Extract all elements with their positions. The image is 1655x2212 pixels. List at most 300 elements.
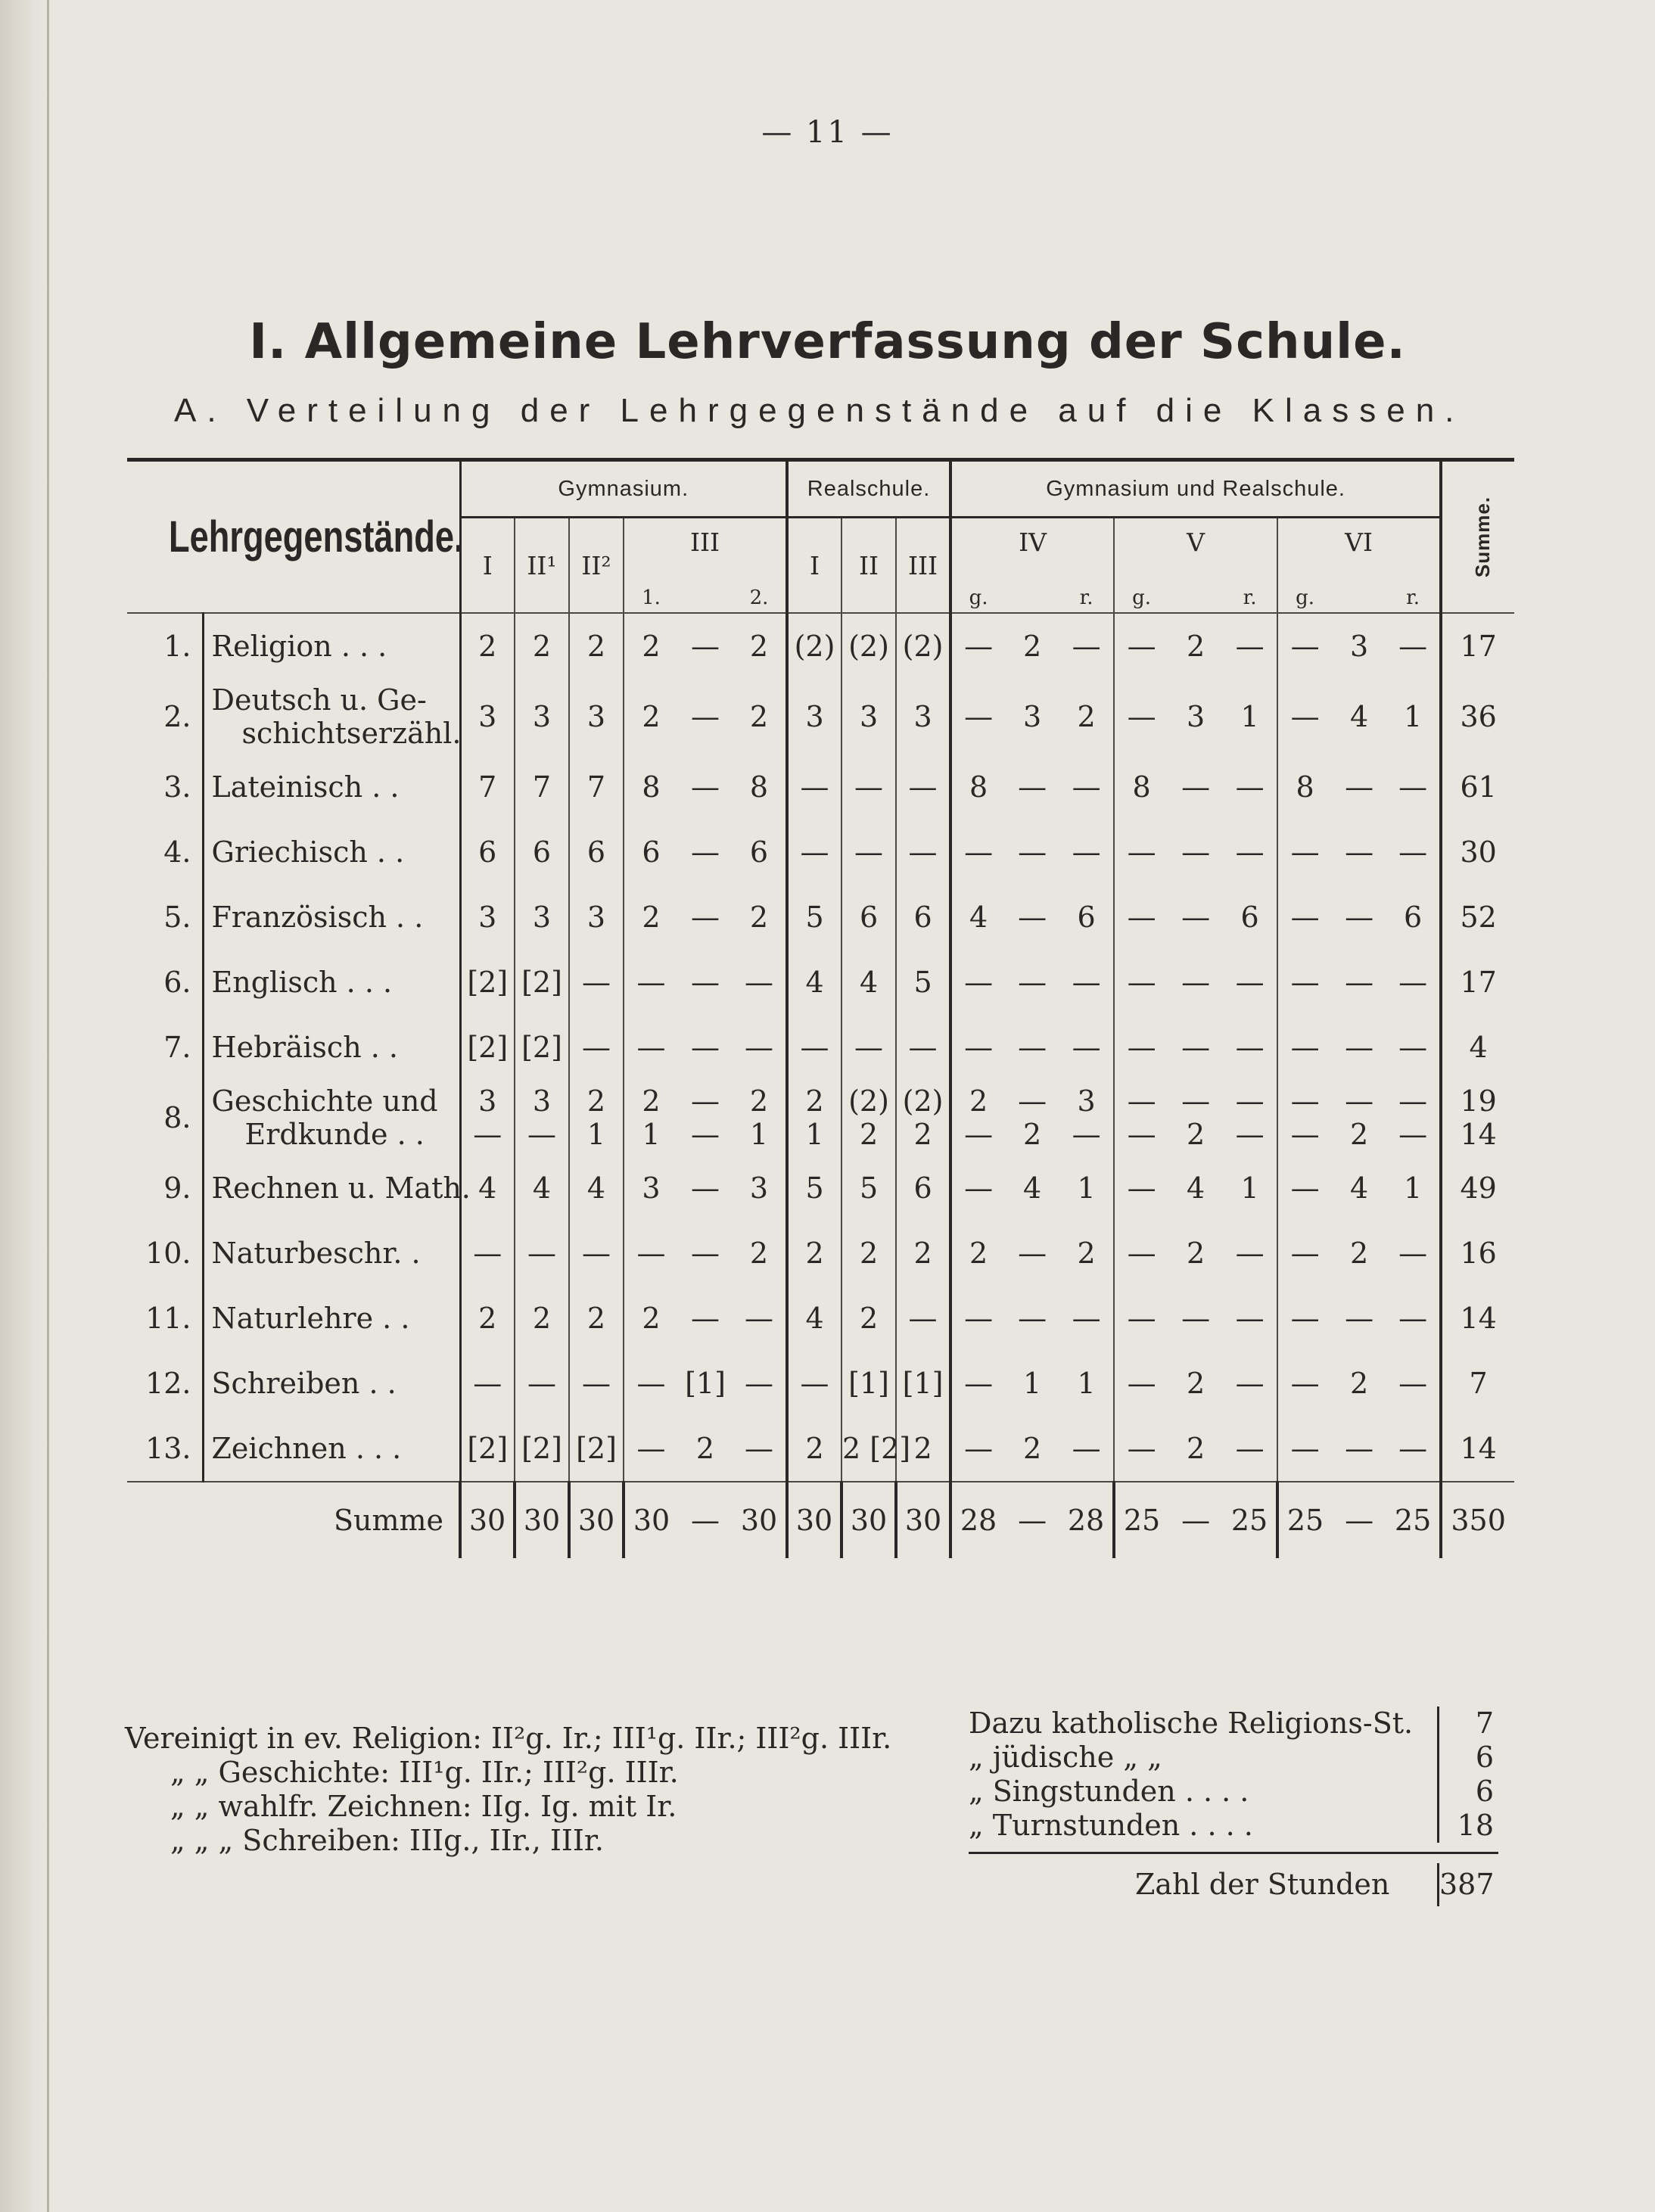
hours-cell: — (1345, 770, 1374, 804)
hours-cell: 2 (1186, 1432, 1205, 1465)
hours-cell: — (1277, 1221, 1332, 1286)
subject-line: Deutsch u. Ge- (211, 683, 427, 717)
hours-cell: 8 (624, 754, 678, 820)
hours-cell: — (950, 613, 1005, 679)
hours-cell: 2 (1022, 1432, 1042, 1465)
hours-cell: — (1072, 1302, 1101, 1335)
hours-cell: 6 (1240, 901, 1259, 934)
hours-cell: — (787, 820, 841, 885)
hours-cell: — (691, 700, 720, 733)
hours-cell: — (787, 1351, 841, 1416)
hours-cell: [1] (685, 1367, 726, 1400)
class-real-III: III (896, 518, 950, 614)
hours-value: 2 (969, 1084, 988, 1118)
hours-cell: 4 (787, 1286, 841, 1351)
hours-cell: — (1345, 1302, 1374, 1335)
additional-hours-value: 6 (1437, 1741, 1498, 1775)
table-row (127, 1156, 1514, 1221)
hours-cell: 2 (460, 1286, 515, 1351)
hours-cell: — (950, 679, 1005, 754)
hours-cell: — (745, 1302, 774, 1335)
hours-cell: 8 (1114, 754, 1168, 820)
additional-hours-label: Dazu katholische Religions-St. (969, 1706, 1414, 1740)
subject-name: Schreiben . . (203, 1351, 460, 1416)
hours-cell: 2 (749, 901, 769, 934)
row-number: 11. (145, 1302, 191, 1335)
table-row (127, 1221, 1514, 1286)
hours-cell: — (624, 1015, 678, 1080)
hours-cell: 1 (1404, 700, 1423, 733)
hours-cell: 2 (460, 613, 515, 679)
hours-cell: — (745, 1367, 774, 1400)
table-row (127, 1080, 1514, 1156)
hours-cell: 2 (624, 679, 678, 754)
hours-cell: — (1018, 966, 1047, 999)
hours-cell: — (745, 1432, 774, 1465)
summe-cell: 25 (1223, 1482, 1277, 1558)
hours-cell: 6 (749, 835, 769, 869)
hours-cell: [2] (569, 1416, 624, 1482)
summe-cell: — (1332, 1482, 1386, 1558)
hours-cell: — (1181, 1031, 1211, 1064)
hours-cell: 4 (569, 1156, 624, 1221)
sum-header: Summe. (1471, 496, 1495, 578)
subject-name: Rechnen u. Math. (203, 1156, 460, 1221)
section-subtitle: A. Verteilung der Lehrgegenstände auf die Klassen. (174, 392, 1465, 429)
hours-cell: 4 (515, 1156, 569, 1221)
hours-cell: 2 (569, 613, 624, 679)
subject-line: Geschichte und (211, 1084, 438, 1118)
hours-cell (515, 1080, 569, 1156)
hours-cell: — (896, 1015, 950, 1080)
subject-name: Französisch . . (203, 885, 460, 950)
row-number: 2. (163, 700, 191, 733)
hours-value: 3 (1077, 1084, 1096, 1118)
additional-hours-value: 6 (1437, 1775, 1498, 1809)
summe-row (127, 1482, 1514, 1558)
hours-cell: 6 (1404, 901, 1423, 934)
footer-notes (125, 1722, 980, 1858)
hours-cell: — (1345, 1432, 1374, 1465)
hours-cell: 6 (624, 820, 678, 885)
hours-cell: — (1072, 770, 1101, 804)
hours-cell: — (691, 1237, 720, 1270)
hours-cell: (2) (841, 613, 896, 679)
table-row (127, 1286, 1514, 1351)
hours-cell: — (1072, 630, 1101, 663)
hours-cell: 8 (1277, 754, 1332, 820)
hours-cell: 6 (841, 885, 896, 950)
table-row (127, 754, 1514, 820)
additional-hours-row (969, 1741, 1498, 1775)
hours-cell: 3 (749, 1171, 769, 1205)
subject-name: Religion . . . (203, 613, 460, 679)
hours-cell: 2 (896, 1221, 950, 1286)
hours-cell: 2 (624, 885, 678, 950)
hours-cell: — (841, 754, 896, 820)
additional-hours-row (969, 1809, 1498, 1843)
additional-hours-label: „ Turnstunden . . . . (969, 1809, 1253, 1842)
hours-cell (950, 1080, 1005, 1156)
class-gym-I: I (460, 518, 515, 614)
hours-cell: 2 (515, 1286, 569, 1351)
hours-cell: — (1277, 1156, 1332, 1221)
hours-cell: — (1235, 1432, 1265, 1465)
hours-cell: — (1114, 1221, 1168, 1286)
sub-spacer (678, 565, 733, 613)
row-sum: 16 (1441, 1221, 1514, 1286)
hours-cell: — (1398, 1367, 1428, 1400)
group-gym-und-real: Gymnasium und Realschule. (950, 460, 1441, 518)
hours-cell: — (624, 950, 678, 1015)
lehrgegenstaende-label: Lehrgegenstände. (168, 512, 464, 562)
hours-cell: — (950, 820, 1005, 885)
hours-cell: — (1018, 1237, 1047, 1270)
hours-cell: — (1277, 1015, 1332, 1080)
hours-cell: — (691, 966, 720, 999)
hours-cell: — (569, 1015, 624, 1080)
hours-cell: 5 (787, 885, 841, 950)
hours-cell (1386, 1080, 1441, 1156)
row-sum: 30 (1441, 820, 1514, 885)
row-number: 4. (163, 835, 191, 869)
row-number: 1. (163, 630, 191, 663)
hours-cell (1114, 1080, 1168, 1156)
hours-cell: — (691, 630, 720, 663)
summe-cell: 30 (569, 1482, 624, 1558)
hours-cell: — (841, 1015, 896, 1080)
hours-cell: — (1235, 835, 1265, 869)
hours-cell: — (691, 1031, 720, 1064)
row-number: 3. (163, 770, 191, 804)
hours-cell: (2) (896, 613, 950, 679)
hours-value: 2 (859, 1118, 879, 1151)
hours-cell: — (1398, 1237, 1428, 1270)
hours-value: — (1345, 1084, 1374, 1118)
hours-cell: 2 (1349, 1237, 1369, 1270)
hours-cell: 4 (841, 950, 896, 1015)
hours-cell: 3 (460, 885, 515, 950)
hours-cell: 2 (515, 613, 569, 679)
hours-cell: 3 (896, 679, 950, 754)
sub-vi-g: g. (1277, 565, 1332, 613)
hours-cell: — (896, 1286, 950, 1351)
summe-cell: 28 (950, 1482, 1005, 1558)
hours-cell: 8 (950, 754, 1005, 820)
hours-cell: — (1277, 1286, 1332, 1351)
hours-cell: — (1398, 966, 1428, 999)
hours-cell: — (1235, 1367, 1265, 1400)
footer-note-line: „ „ wahlfr. Zeichnen: IIg. Ig. mit Ir. (170, 1790, 677, 1823)
hours-cell: — (950, 950, 1005, 1015)
hours-cell (678, 1080, 733, 1156)
hours-cell: — (896, 820, 950, 885)
hours-cell: 6 (1077, 901, 1096, 934)
hours-cell: — (569, 1221, 624, 1286)
hours-cell: 6 (896, 885, 950, 950)
hours-cell: 3 (460, 679, 515, 754)
hours-cell (1059, 1080, 1114, 1156)
sub-v-r: r. (1243, 586, 1257, 609)
class-gym-II2: II² (569, 518, 624, 614)
hours-cell: — (745, 966, 774, 999)
hours-cell: 2 (624, 1286, 678, 1351)
hours-cell: — (1181, 835, 1211, 869)
hours-cell: [2] (515, 1015, 569, 1080)
hours-cell: 6 (460, 820, 515, 885)
row-sum-value: 14 (1460, 1118, 1497, 1151)
hours-cell: — (1345, 1031, 1374, 1064)
total-hours-row (969, 1863, 1498, 1906)
additional-hours-label: „ jüdische „ „ (969, 1741, 1162, 1774)
hours-value: 2 (805, 1084, 824, 1118)
group-gymnasium: Gymnasium. (460, 460, 787, 518)
hours-cell: — (787, 1015, 841, 1080)
hours-cell: 2 (749, 700, 769, 733)
hours-cell: — (950, 1015, 1005, 1080)
hours-cell: [2] (515, 1416, 569, 1482)
hours-cell: 4 (787, 950, 841, 1015)
hours-cell: 2 (1077, 1237, 1096, 1270)
hours-value: 3 (532, 1084, 552, 1118)
hours-value: — (1127, 1084, 1156, 1118)
row-sum: 36 (1441, 679, 1514, 754)
hours-cell: 6 (896, 1156, 950, 1221)
hours-value: — (473, 1118, 502, 1151)
hours-cell: 3 (1349, 630, 1369, 663)
hours-cell: 1 (1240, 700, 1259, 733)
hours-cell (1168, 1080, 1223, 1156)
hours-cell: — (1114, 820, 1168, 885)
hours-value: 1 (749, 1118, 769, 1151)
summe-label: Summe (127, 1482, 460, 1558)
hours-cell: — (1277, 613, 1332, 679)
hours-cell: — (1277, 885, 1332, 950)
table-row (127, 950, 1514, 1015)
total-hours-value: 387 (1437, 1863, 1498, 1906)
hours-cell (1277, 1080, 1332, 1156)
hours-value: — (1235, 1118, 1265, 1151)
hours-cell: — (515, 1221, 569, 1286)
hours-cell: — (1398, 1302, 1428, 1335)
summe-cell: 25 (1114, 1482, 1168, 1558)
hours-cell: — (1114, 1286, 1168, 1351)
row-number: 13. (145, 1432, 191, 1465)
hours-cell: 4 (1349, 700, 1369, 733)
hours-cell: 6 (569, 820, 624, 885)
hours-cell: 2 (841, 1221, 896, 1286)
sum-header-cell (1441, 460, 1514, 614)
hours-cell: [2] (460, 1416, 515, 1482)
hours-cell: (2) (787, 613, 841, 679)
subject-name: Naturbeschr. . (203, 1221, 460, 1286)
hours-value: 2 (913, 1118, 932, 1151)
hours-cell: 5 (841, 1156, 896, 1221)
summe-cell: — (1168, 1482, 1223, 1558)
additional-hours (969, 1706, 1498, 1906)
hours-cell: — (1114, 1015, 1168, 1080)
summe-cell: — (1005, 1482, 1059, 1558)
class-IV: IV (950, 518, 1114, 566)
hours-cell: — (1235, 630, 1265, 663)
hours-cell: — (691, 901, 720, 934)
hours-cell: — (1072, 1031, 1101, 1064)
hours-cell: [1] (841, 1351, 896, 1416)
hours-cell: — (569, 950, 624, 1015)
hours-cell: 7 (460, 754, 515, 820)
row-sum: 61 (1441, 754, 1514, 820)
hours-cell: — (691, 770, 720, 804)
class-V: V (1114, 518, 1277, 566)
hours-cell: — (624, 1416, 678, 1482)
hours-cell: — (515, 1351, 569, 1416)
summe-cell: 30 (787, 1482, 841, 1558)
hours-cell: — (1114, 885, 1168, 950)
sub-iii-2: 2. (749, 586, 769, 609)
hours-cell: 2 (787, 1221, 841, 1286)
hours-cell: 2 (1349, 1367, 1369, 1400)
row-sum: 17 (1441, 613, 1514, 679)
hours-cell: — (1277, 950, 1332, 1015)
hours-cell: 3 (515, 885, 569, 950)
additional-hours-value: 7 (1437, 1706, 1498, 1741)
table-row (127, 679, 1514, 754)
class-gym-II1: II¹ (515, 518, 569, 614)
hours-value: 2 (1022, 1118, 1042, 1151)
hours-cell: — (1277, 679, 1332, 754)
summe-cell: 30 (624, 1482, 678, 1558)
page-title: I. Allgemeine Lehrverfassung der Schule. (249, 314, 1406, 370)
hours-cell: — (460, 1221, 515, 1286)
hours-value: — (1290, 1084, 1320, 1118)
hours-cell (896, 1080, 950, 1156)
divider (969, 1852, 1498, 1854)
hours-cell: — (1398, 1031, 1428, 1064)
hours-cell: 4 (460, 1156, 515, 1221)
hours-value: 2 (1186, 1118, 1205, 1151)
row-sum: 17 (1441, 950, 1514, 1015)
hours-cell: 3 (1186, 700, 1205, 733)
hours-cell: — (1114, 1416, 1168, 1482)
subject-name (203, 679, 460, 754)
hours-cell: 2 (624, 613, 678, 679)
hours-cell: — (1114, 679, 1168, 754)
hours-cell: 7 (515, 754, 569, 820)
hours-cell: 2 (896, 1416, 950, 1482)
hours-cell: [2] (460, 1015, 515, 1080)
hours-cell: 2 (787, 1416, 841, 1482)
class-real-I: I (787, 518, 841, 614)
hours-value: 2 (749, 1084, 769, 1118)
table-row (127, 1015, 1514, 1080)
hours-value: 1 (805, 1118, 824, 1151)
hours-cell: 3 (569, 679, 624, 754)
hours-cell: — (1018, 901, 1047, 934)
hours-cell: — (624, 1351, 678, 1416)
hours-cell: — (1072, 966, 1101, 999)
hours-value: (2) (848, 1084, 889, 1118)
hours-cell: — (1072, 1432, 1101, 1465)
hours-value: — (1235, 1084, 1265, 1118)
hours-cell: — (1235, 1302, 1265, 1335)
hours-cell: 8 (749, 770, 769, 804)
hours-cell: — (1181, 770, 1211, 804)
hours-cell: — (896, 754, 950, 820)
footer-note-line: „ „ Geschichte: III¹g. IIr.; III²g. IIIr. (170, 1756, 679, 1789)
class-real-II: II (841, 518, 896, 614)
additional-hours-row (969, 1775, 1498, 1809)
subject-name: Griechisch . . (203, 820, 460, 885)
row-sum: 4 (1441, 1015, 1514, 1080)
summe-cell: 25 (1277, 1482, 1332, 1558)
hours-cell (569, 1080, 624, 1156)
hours-cell: 5 (787, 1156, 841, 1221)
hours-value: 3 (478, 1084, 497, 1118)
group-realschule: Realschule. (787, 460, 950, 518)
hours-cell: — (1277, 1416, 1332, 1482)
hours-cell (1223, 1080, 1277, 1156)
hours-cell: 3 (515, 679, 569, 754)
sub-spacer (1168, 565, 1223, 613)
additional-hours-label: „ Singstunden . . . . (969, 1775, 1249, 1808)
hours-value: — (1072, 1118, 1101, 1151)
hours-cell: 4 (1186, 1171, 1205, 1205)
row-number: 12. (145, 1367, 191, 1400)
row-sum (1441, 1080, 1514, 1156)
table-row (127, 1351, 1514, 1416)
subject-name: Hebräisch . . (203, 1015, 460, 1080)
hours-cell: 3 (569, 885, 624, 950)
page-number: — 11 — (761, 115, 894, 150)
additional-hours-value: 18 (1437, 1809, 1498, 1843)
hours-cell: 1 (1077, 1171, 1096, 1205)
hours-cell: [1] (896, 1351, 950, 1416)
hours-cell: — (691, 1171, 720, 1205)
corner-label-cell (127, 460, 464, 614)
hours-cell (624, 1080, 678, 1156)
hours-cell: 5 (896, 950, 950, 1015)
row-number: 6. (163, 966, 191, 999)
summe-cell: 28 (1059, 1482, 1114, 1558)
table-row (127, 613, 1514, 679)
hours-cell: — (1345, 966, 1374, 999)
hours-cell: 1 (1404, 1171, 1423, 1205)
hours-cell: 4 (950, 885, 1005, 950)
hours-cell (1332, 1080, 1386, 1156)
hours-cell: 4 (1349, 1171, 1369, 1205)
subject-name: Lateinisch . . (203, 754, 460, 820)
row-sum: 7 (1441, 1351, 1514, 1416)
hours-cell: — (1018, 770, 1047, 804)
summe-cell: 30 (841, 1482, 896, 1558)
sub-iv-g: g. (950, 565, 1005, 613)
hours-cell: 2 [2] (841, 1416, 896, 1482)
hours-cell: — (1072, 835, 1101, 869)
hours-cell: 4 (1022, 1171, 1042, 1205)
hours-cell: 2 (749, 1237, 769, 1270)
hours-value: (2) (902, 1084, 944, 1118)
hours-cell: — (1398, 835, 1428, 869)
footer-note-line: „ „ „ Schreiben: IIIg., IIr., IIIr. (170, 1824, 605, 1857)
hours-cell: — (1277, 820, 1332, 885)
hours-cell: 6 (515, 820, 569, 885)
class-gym-III: III (624, 518, 787, 566)
row-sum: 49 (1441, 1156, 1514, 1221)
hours-cell: — (569, 1351, 624, 1416)
hours-cell (733, 1080, 787, 1156)
hours-cell: 3 (1022, 700, 1042, 733)
row-number: 10. (145, 1237, 191, 1270)
